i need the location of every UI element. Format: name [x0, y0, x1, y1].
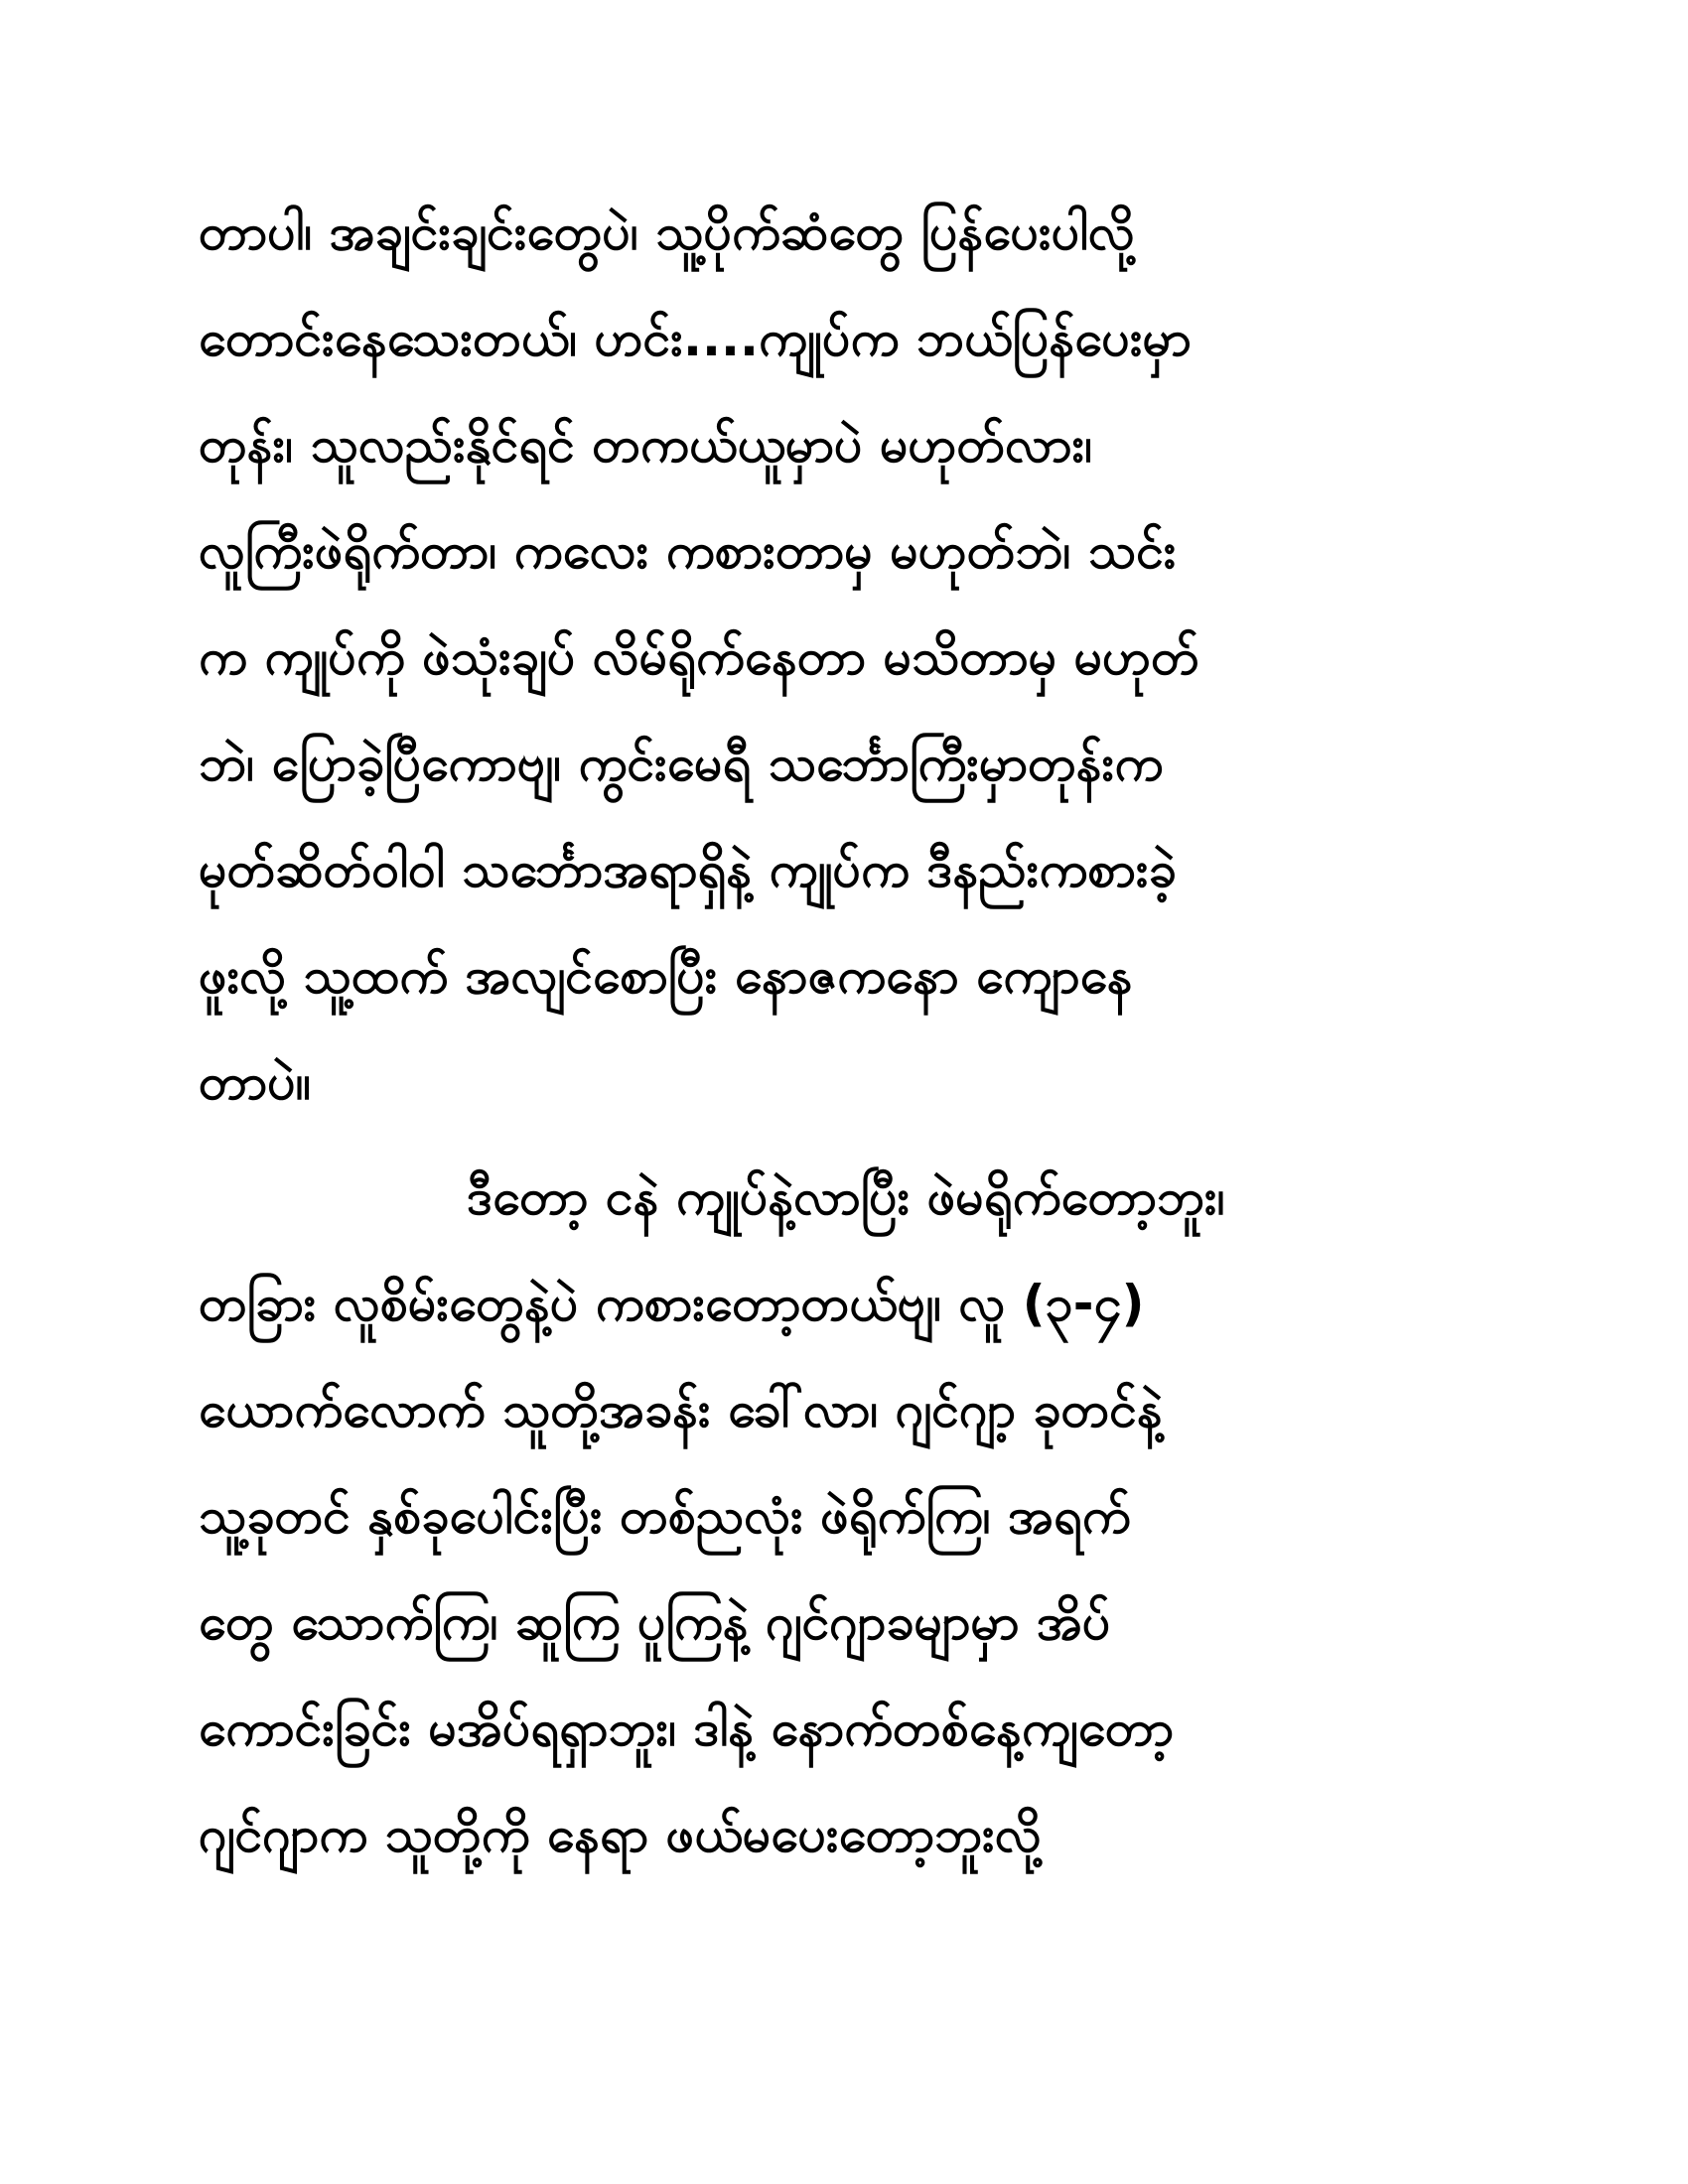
text-line: ဘဲ၊ ပြောခဲ့ပြီကောဗျ၊ ကွင်းမေရီ သင်္ဘောကြီးမှာတုန်းက [199, 735, 1164, 792]
text-line: လူကြီးဖဲရိုက်တာ၊ ကလေး ကစားတာမှ မဟုတ်ဘဲ၊ သင်း [199, 522, 1177, 580]
text-line: တခြား လူစိမ်းတွေနဲ့ပဲ ကစားတော့တယ်ဗျ၊ လူ (၃-၄) [199, 1275, 1145, 1332]
text-line: တွေ သောက်ကြ၊ ဆူကြ ပူကြနဲ့ ဂျင်ဂျာခမျာမှာ အိပ် [199, 1593, 1111, 1651]
text-line: က ကျုပ်ကို ဖဲသုံးချပ် လိမ်ရိုက်နေတာ မသိတာမှ မဟုတ် [199, 628, 1199, 686]
text-line: ဖူးလို့ သူ့ထက် အလျင်စောပြီး နောဇကနော ကျောနေ [199, 947, 1133, 1005]
text-line: တာပဲ။ [199, 1053, 311, 1111]
text-line: တုန်း၊ သူလည်းနိုင်ရင် တကယ်ယူမှာပဲ မဟုတ်လား၊ [199, 416, 1093, 474]
text-line: ယောက်လောက် သူတို့အခန်း ခေါ်လာ၊ ဂျင်ဂျာ့ ခုတင်နဲ့ [199, 1381, 1163, 1438]
text-line: ဂျင်ဂျာက သူတို့ကို နေရာ ဖယ်မပေးတော့ဘူးလို့ [199, 1806, 1042, 1863]
text-line: ဒီတော့ ငနဲ ကျုပ်နဲ့လာပြီး ဖဲမရိုက်တော့ဘူး၊ [467, 1168, 1225, 1226]
text-line: သူ့ခုတင် နှစ်ခုပေါင်းပြီး တစ်ညလုံး ဖဲရိုက်ကြ၊ အရက် [199, 1487, 1131, 1545]
text-line: တောင်းနေသေးတယ်၊ ဟင်း....ကျုပ်က ဘယ်ပြန်ပေးမှာ [199, 310, 1192, 367]
text-line: ကောင်းခြင်း မအိပ်ရရှာဘူး၊ ဒါနဲ့ နောက်တစ်နေ့ကျတော့ [199, 1700, 1175, 1757]
text-line: တာပါ၊ အချင်းချင်းတွေပဲ၊ သူ့ပိုက်ဆံတွေ ပြန်ပေးပါလို့ [199, 204, 1135, 261]
text-line: မုတ်ဆိတ်ဝါဝါ သင်္ဘောအရာရှိနဲ့ ကျုပ်က ဒီနည်းကစားခဲ့ [199, 841, 1177, 898]
